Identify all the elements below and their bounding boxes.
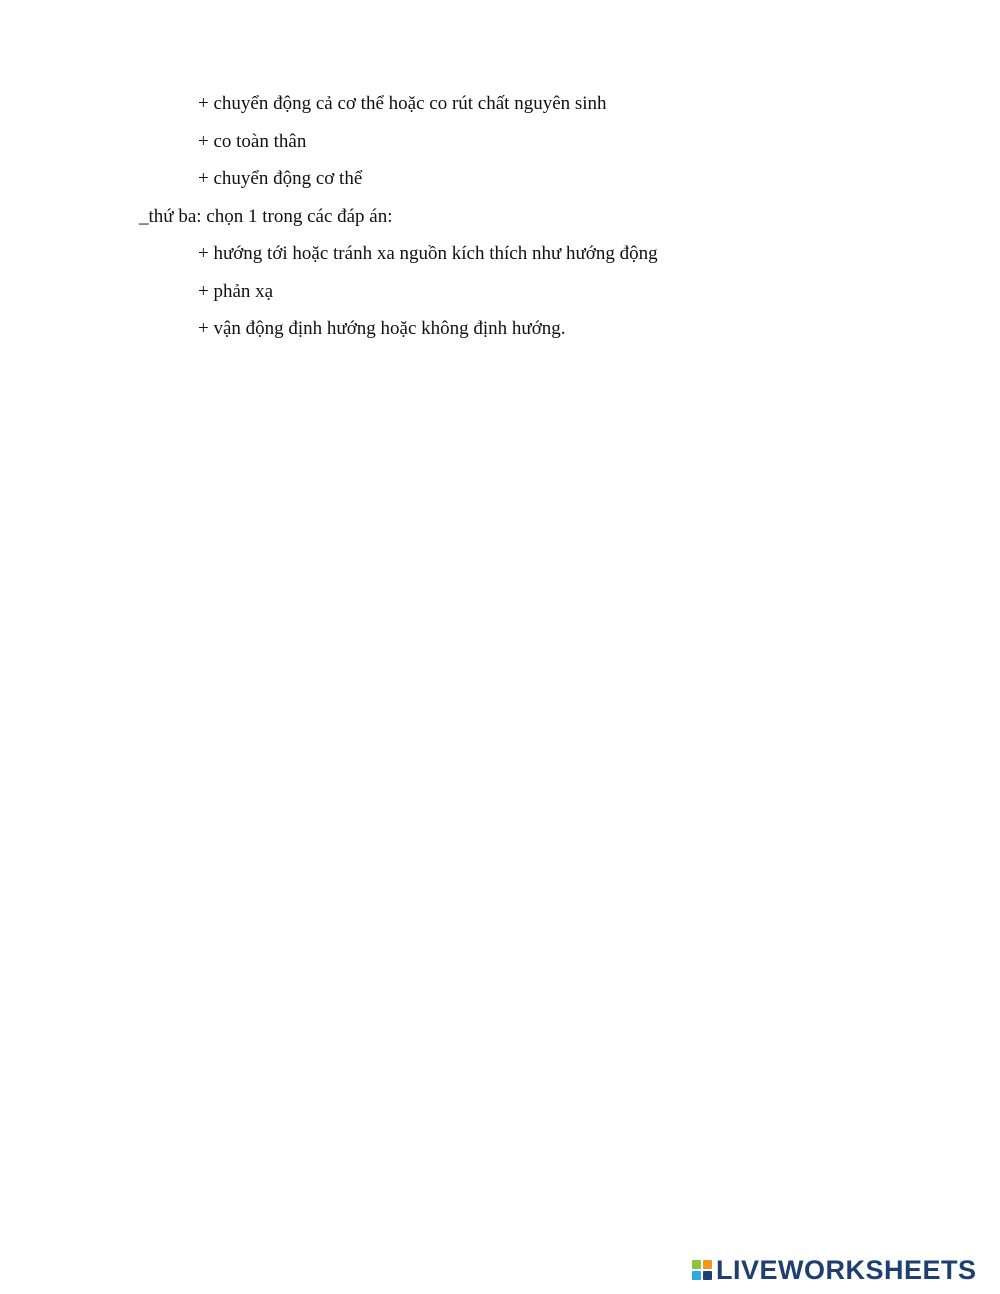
option-line: + vận động định hướng hoặc không định hướng. xyxy=(198,318,566,339)
option-line: + phản xạ xyxy=(198,281,274,302)
question-heading: _thứ ba: chọn 1 trong các đáp án: xyxy=(139,206,393,227)
option-line: + chuyển động cơ thể xyxy=(198,168,363,189)
option-line: + co toàn thân xyxy=(198,131,307,152)
logo-mark-square xyxy=(692,1271,701,1280)
logo-mark-square xyxy=(703,1271,712,1280)
liveworksheets-logo xyxy=(692,1254,977,1286)
logo-mark-square xyxy=(703,1260,712,1269)
logo-mark-square xyxy=(692,1260,701,1269)
option-line: + chuyển động cả cơ thể hoặc co rút chất nguyên sinh xyxy=(198,93,607,114)
option-line: + hướng tới hoặc tránh xa nguồn kích thích như hướng động xyxy=(198,243,658,264)
logo-wordmark: LIVEWORKSHEETS xyxy=(716,1255,977,1285)
liveworksheets-logo-icon xyxy=(692,1260,712,1280)
